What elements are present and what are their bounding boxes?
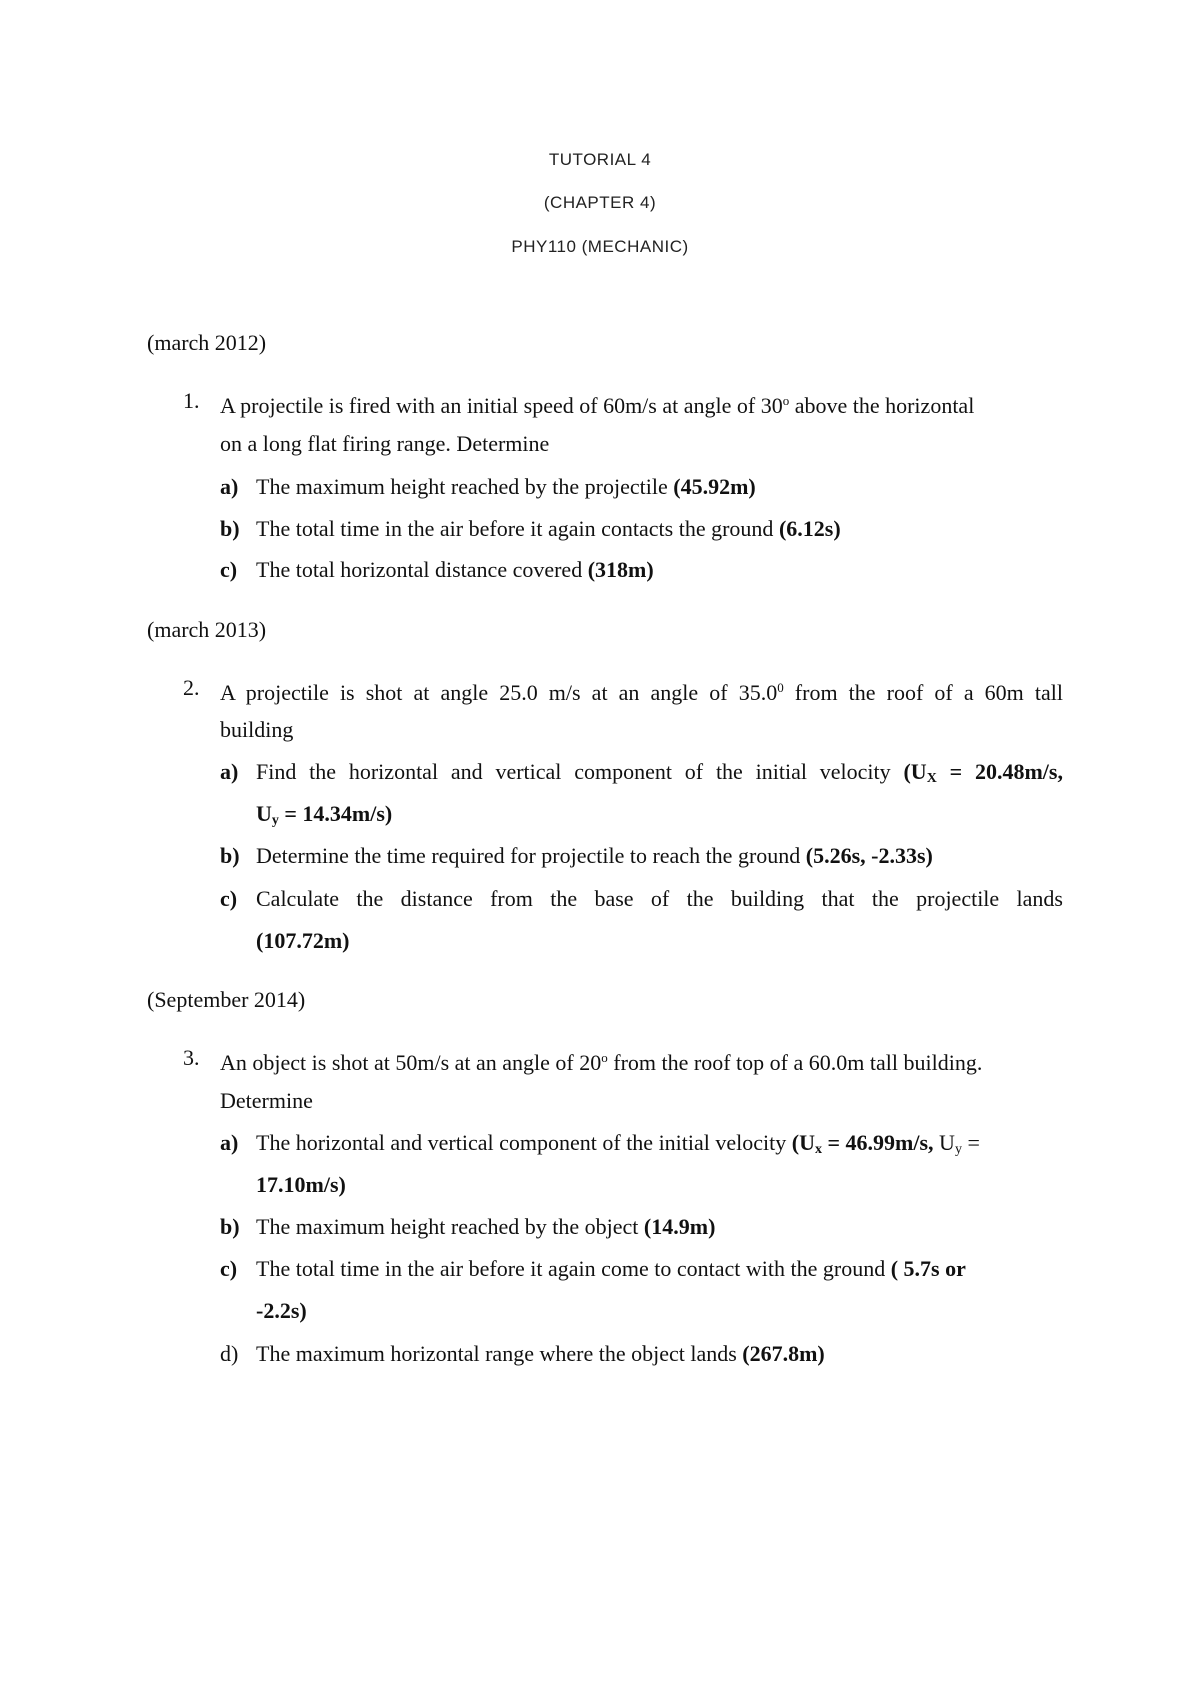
section-date-1: (march 2012) (147, 330, 267, 355)
question-3-line-1: An object is shot at 50m/s at an angle of 20$^o$ from the roof top of a 60.0m tall building. (220, 1050, 983, 1075)
part-text-2c-answer: (107.72m) (256, 928, 350, 953)
part-text-2a-cont: $U_y = 14.34m/s$) (256, 801, 393, 828)
part-letter: b) (220, 1214, 240, 1239)
question-number-2: 2. (183, 675, 200, 700)
chapter-label: (CHAPTER 4) (543, 193, 657, 212)
part-letter: c) (220, 1256, 238, 1281)
part-letter: c) (220, 557, 238, 582)
question-1-line-1: A projectile is fired with an initial speed of 60m/s at angle of 30$^o$ above the horizontal (220, 393, 975, 418)
question-1-line-2: on a long flat firing range. Determine (220, 431, 550, 456)
part-text-3a-cont: 17.10m/s) (256, 1172, 346, 1197)
part-letter: a) (220, 759, 239, 784)
question-2-line-2: building (220, 717, 294, 742)
question-number-3: 3. (183, 1045, 200, 1070)
part-text-1c: The total horizontal distance covered (318m) (256, 557, 654, 582)
question-2-line-1: A projectile is shot at angle 25.0 m/s at an angle of 35.0$^0$ from the roof of a 60m tall (220, 680, 1063, 705)
part-text-2b: Determine the time required for projectile to reach the ground (5.26s, -2.33s) (256, 843, 933, 868)
part-text-3b: The maximum height reached by the object (14.9m) (256, 1214, 716, 1239)
question-3-line-2: Determine (220, 1088, 313, 1113)
question-number-1: 1. (183, 388, 200, 413)
part-text-1b: The total time in the air before it again contacts the ground (6.12s) (256, 516, 841, 541)
part-text-3a: The horizontal and vertical component of the initial velocity ($U_x = 46.99m/s$, $U_y$ = (256, 1130, 980, 1157)
part-text-3c-cont: -2.2s) (256, 1298, 307, 1323)
part-text-3c: The total time in the air before it again come to contact with the ground ( 5.7s or (256, 1256, 966, 1281)
section-date-3: (September 2014) (147, 987, 306, 1012)
course-label: PHY110 (MECHANIC) (511, 237, 689, 256)
section-date-2: (march 2013) (147, 617, 267, 642)
part-letter: b) (220, 843, 240, 868)
part-letter: c) (220, 886, 238, 911)
part-letter: d) (220, 1341, 239, 1366)
part-text-1a: The maximum height reached by the projectile (45.92m) (256, 474, 756, 499)
part-letter: a) (220, 1130, 239, 1155)
tutorial-title: TUTORIAL 4 (548, 150, 652, 169)
part-letter: b) (220, 516, 240, 541)
part-text-2a: Find the horizontal and vertical component of the initial velocity ($U_X = 20.48m/s$, (256, 759, 1063, 786)
part-letter: a) (220, 474, 239, 499)
part-text-3d: The maximum horizontal range where the object lands (267.8m) (256, 1341, 825, 1366)
part-text-2c: Calculate the distance from the base of the building that the projectile lands (256, 886, 1063, 911)
